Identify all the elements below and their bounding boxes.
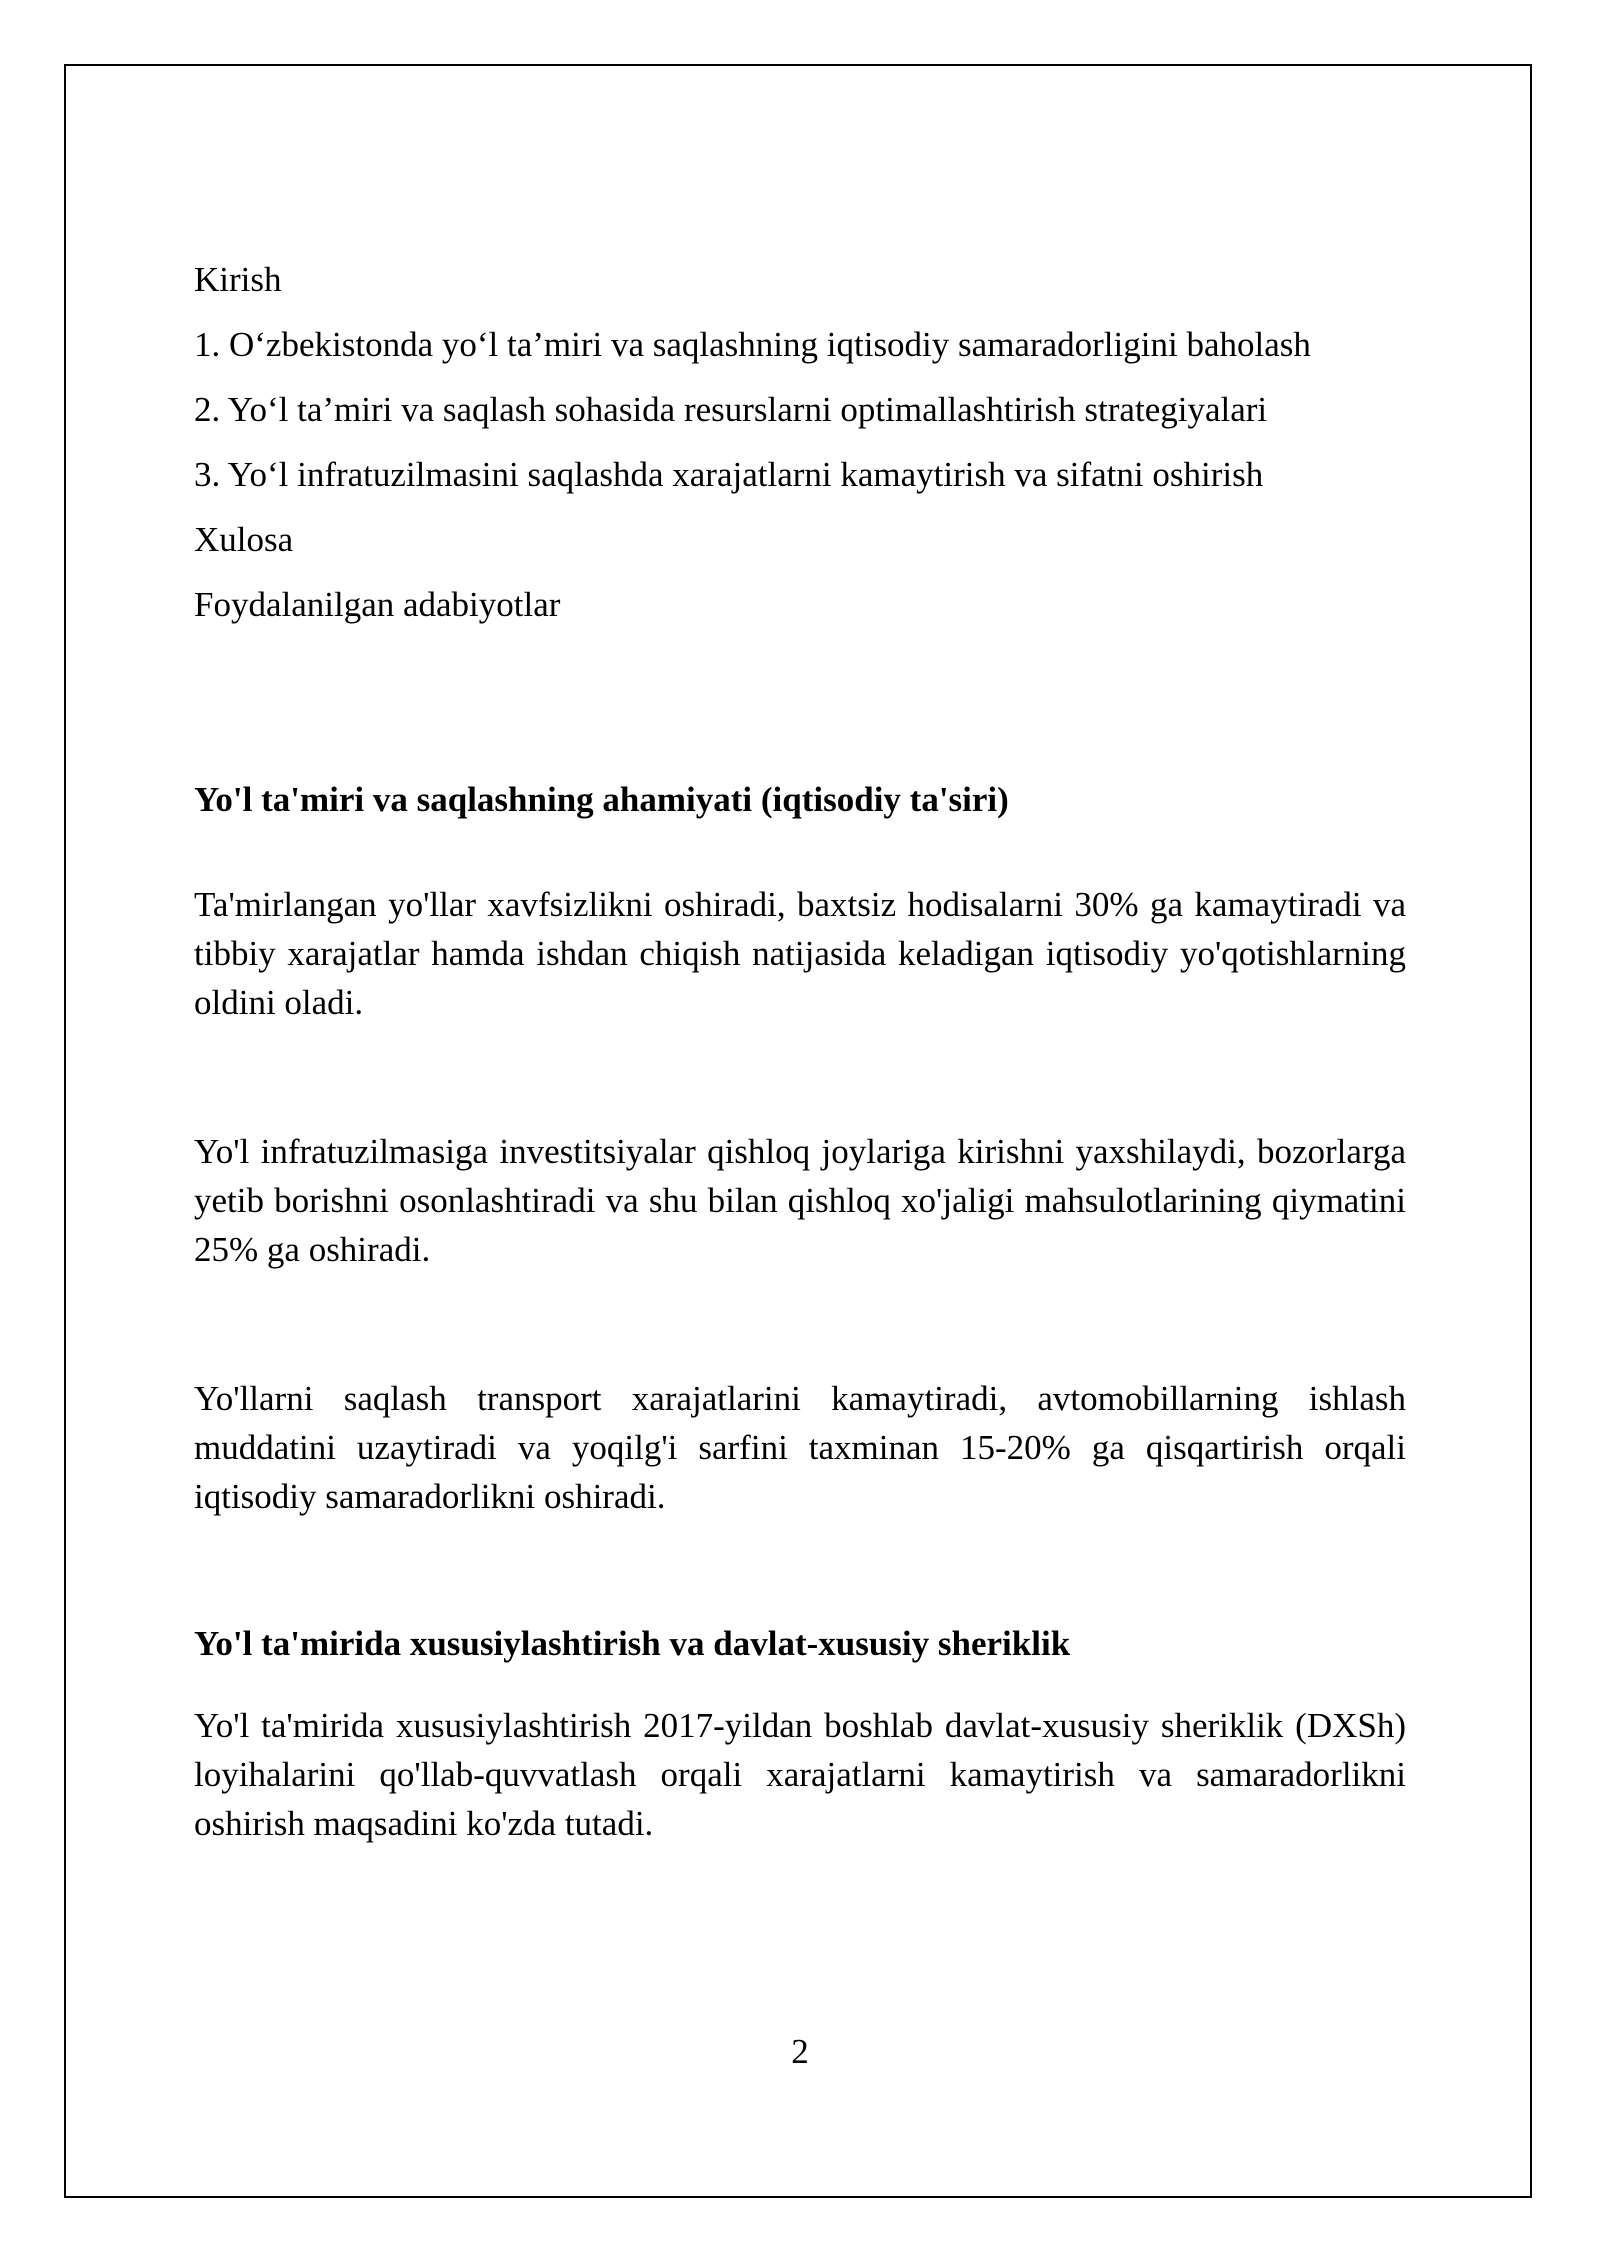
toc-item-chapter-1: 1. O‘zbekistonda yo‘l ta’miri va saqlashning iqtisodiy samaradorligini baholash (194, 325, 1311, 364)
section-heading-importance: Yo'l ta'miri va saqlashning ahamiyati (iqtisodiy ta'siri) (194, 780, 1009, 819)
paragraph-public-private-partnership: Yo'l ta'mirida xususiylashtirish 2017-yildan boshlab davlat-xususiy sheriklik (DXSh) loyihalarini qo'llab-quvvatlash orqali xarajatlarni kamaytirish va samaradorlikni oshirish maqsadini ko'zda tutadi. (194, 1706, 1406, 1843)
section-heading-privatization: Yo'l ta'mirida xususiylashtirish va davlat-xususiy sheriklik (194, 1624, 1071, 1663)
paragraph-safety: Ta'mirlangan yo'llar xavfsizlikni oshiradi, baxtsiz hodisalarni 30% ga kamaytiradi va tibbiy xarajatlar hamda ishdan chiqish natijasida keladigan iqtisodiy yo'qotishlarning oldini oladi. (194, 885, 1406, 1022)
page-number: 2 (791, 2032, 809, 2071)
toc-item-conclusion: Xulosa (194, 520, 294, 559)
paragraph-rural-investment: Yo'l infratuzilmasiga investitsiyalar qishloq joylariga kirishni yaxshilaydi, bozorlarga yetib borishni osonlashtiradi va shu bilan qishloq xo'jaligi mahsulotlarining qiymatini 25% ga oshiradi. (194, 1132, 1406, 1269)
paragraph-transport-costs: Yo'llarni saqlash transport xarajatlarini kamaytiradi, avtomobillarning ishlash muddatini uzaytiradi va yoqilg'i sarfini taxminan 15-20% ga qisqartirish orqali iqtisodiy samaradorlikni oshiradi. (194, 1379, 1406, 1516)
toc-item-chapter-2: 2. Yo‘l ta’miri va saqlash sohasida resurslarni optimallashtirish strategiyalari (194, 390, 1268, 429)
toc-item-introduction: Kirish (194, 260, 282, 299)
toc-item-chapter-3: 3. Yo‘l infratuzilmasini saqlashda xarajatlarni kamaytirish va sifatni oshirish (194, 455, 1264, 494)
toc-item-references: Foydalanilgan adabiyotlar (194, 585, 561, 624)
